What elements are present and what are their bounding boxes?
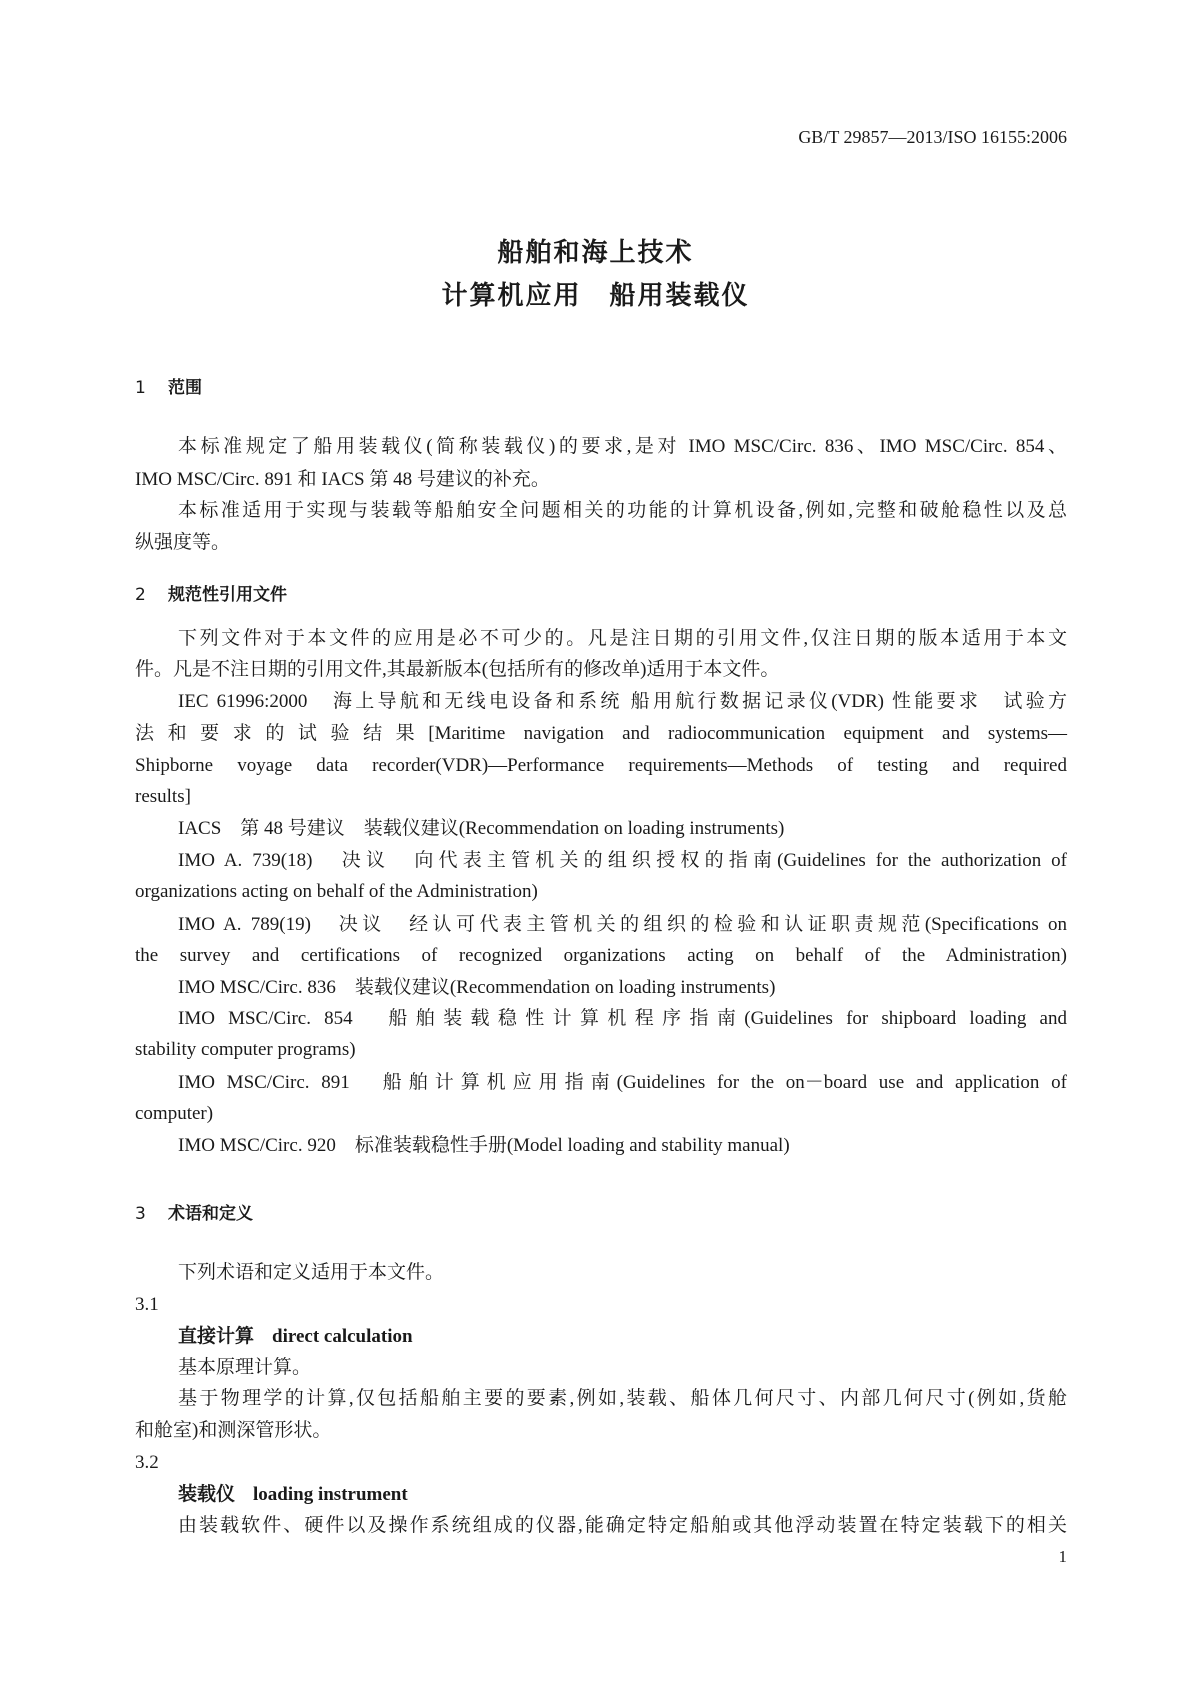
section-number: 1 — [135, 378, 146, 398]
title-line-2: 计算机应用 船用装载仪 — [441, 281, 750, 311]
term-heading — [178, 1482, 1067, 1506]
term-en: direct calculation — [272, 1326, 413, 1347]
reference-line: results] — [135, 786, 191, 807]
reference-line: IACS 第 48 号建议 装载仪建议(Recommendation on loading instruments) — [178, 818, 785, 839]
text-line: 下列术语和定义适用于本文件。 — [178, 1262, 445, 1283]
section-title: 范围 — [168, 378, 202, 398]
reference-line: IMO MSC/Circ. 891 船舶计算机应用指南(Guidelines for the on－board use and application of — [178, 1072, 1067, 1093]
text-line: 基于物理学的计算,仅包括船舶主要的要素,例如,装载、船体几何尺寸、内部几何尺寸(例如,货舱 — [178, 1388, 1067, 1409]
reference-line: 法和要求的试验结果[Maritime navigation and radiocommunication equipment and systems— — [135, 723, 1067, 744]
reference-line: stability computer programs) — [135, 1039, 356, 1060]
text-line: 基本原理计算。 — [178, 1357, 312, 1378]
section-1-heading — [135, 373, 202, 398]
term-en: loading instrument — [253, 1484, 408, 1505]
page-number: 1 — [1058, 1547, 1067, 1566]
reference-line: IMO MSC/Circ. 836 装载仪建议(Recommendation on loading instruments) — [178, 977, 776, 998]
reference-line: IEC 61996:2000 海上导航和无线电设备和系统 船用航行数据记录仪(VDR) 性能要求 试验方 — [178, 691, 1067, 712]
section-title: 术语和定义 — [168, 1204, 253, 1224]
section-2-heading — [135, 580, 287, 605]
text-line: 件。凡是不注日期的引用文件,其最新版本(包括所有的修改单)适用于本文件。 — [135, 659, 780, 680]
term-cn: 直接计算 — [178, 1325, 255, 1347]
text-line: 由装载软件、硬件以及操作系统组成的仪器,能确定特定船舶或其他浮动装置在特定装载下的相关 — [178, 1515, 1067, 1536]
text-line: 纵强度等。 — [135, 532, 231, 553]
reference-line: organizations acting on behalf of the Administration) — [135, 881, 538, 902]
reference-line: computer) — [135, 1103, 214, 1124]
reference-line: the survey and certifications of recognized organizations acting on behalf of the Administration) — [135, 945, 1067, 966]
text-line: IMO MSC/Circ. 891 和 IACS 第 48 号建议的补充。 — [135, 469, 550, 490]
term-number: 3.1 — [135, 1294, 159, 1315]
title-line-1: 船舶和海上技术 — [497, 238, 694, 268]
reference-line: IMO MSC/Circ. 854 船舶装载稳性计算机程序指南(Guidelines for shipboard loading and — [178, 1008, 1067, 1029]
reference-line: Shipborne voyage data recorder(VDR)—Performance requirements—Methods of testing and required — [135, 755, 1067, 776]
term-heading — [178, 1324, 1067, 1348]
term-number: 3.2 — [135, 1452, 159, 1473]
term-cn: 装载仪 — [178, 1483, 236, 1505]
reference-line: IMO A. 789(19) 决议 经认可代表主管机关的组织的检验和认证职责规范(Specifications on — [178, 914, 1067, 935]
text-line: 和舱室)和测深管形状。 — [135, 1420, 332, 1441]
text-line: 本标准规定了船用装载仪(简称装载仪)的要求,是对 IMO MSC/Circ. 836、IMO MSC/Circ. 854、 — [178, 436, 1067, 457]
section-title: 规范性引用文件 — [168, 585, 287, 605]
text-line: 下列文件对于本文件的应用是必不可少的。凡是注日期的引用文件,仅注日期的版本适用于本文 — [178, 628, 1067, 649]
reference-line: IMO A. 739(18) 决议 向代表主管机关的组织授权的指南(Guidelines for the authorization of — [178, 850, 1067, 871]
section-3-heading — [135, 1199, 253, 1224]
section-number: 3 — [135, 1204, 146, 1224]
text-line: 本标准适用于实现与装载等船舶安全问题相关的功能的计算机设备,例如,完整和破舱稳性以及总 — [178, 500, 1067, 521]
section-number: 2 — [135, 585, 146, 605]
reference-line: IMO MSC/Circ. 920 标准装载稳性手册(Model loading and stability manual) — [178, 1135, 790, 1156]
standard-code: GB/T 29857—2013/ISO 16155:2006 — [798, 127, 1067, 147]
